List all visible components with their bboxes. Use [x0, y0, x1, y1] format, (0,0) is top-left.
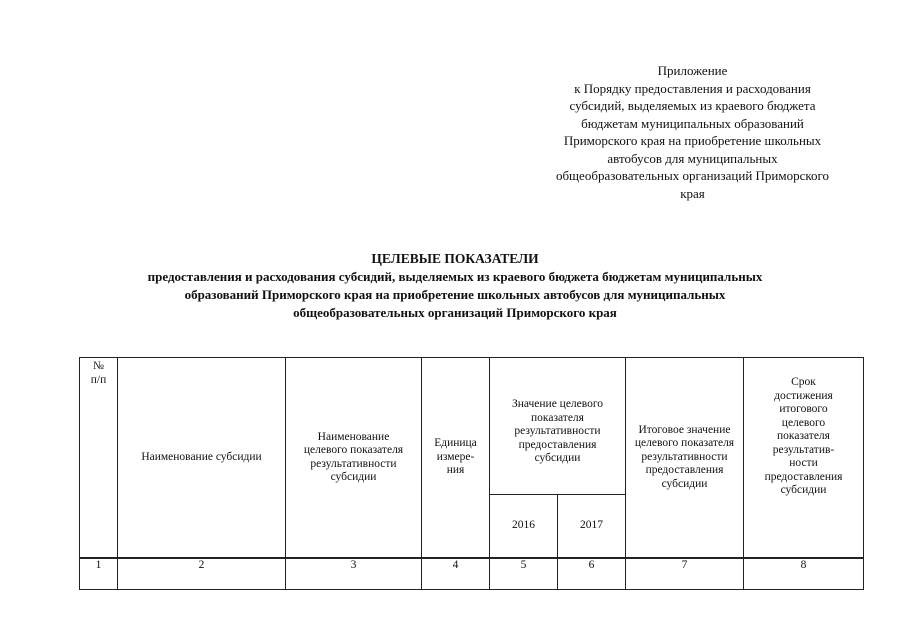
column-number-cell: 2	[118, 558, 286, 590]
appendix-line: Приложение	[657, 63, 728, 78]
appendix-line: автобусов для муниципальных	[607, 150, 778, 166]
header-cell-indicator-name: Наименование целевого показателя результативности субсидии	[286, 358, 422, 559]
column-number-cell: 5	[490, 558, 558, 590]
title-main: ЦЕЛЕВЫЕ ПОКАЗАТЕЛИ	[371, 251, 539, 266]
column-number-cell: 4	[422, 558, 490, 590]
column-numbers-row	[80, 558, 864, 590]
header-cell-subsidy-name: Наименование субсидии	[118, 358, 286, 559]
title-subline: образований Приморского края на приобретение школьных автобусов для муниципальных	[184, 287, 726, 302]
column-number-cell: 3	[286, 558, 422, 590]
indicators-table-wrapper	[79, 357, 863, 590]
column-number-cell: 6	[558, 558, 626, 590]
header-cell-term: Срок достижения итогового целевого показателя результатив- ности предоставления субсидии	[744, 358, 864, 559]
header-cell-year-2017: 2017	[558, 495, 626, 559]
column-number-cell: 8	[744, 558, 864, 590]
column-number-cell: 7	[626, 558, 744, 590]
header-cell-num: № п/п	[80, 358, 118, 559]
header-cell-unit: Единица измере- ния	[422, 358, 490, 559]
appendix-line: Приморского края на приобретение школьных	[563, 133, 822, 148]
appendix-line: субсидий, выделяемых из краевого бюджета	[569, 98, 816, 113]
table-header-row	[80, 358, 864, 495]
appendix-block	[520, 62, 865, 202]
appendix-line: общеобразовательных организаций Приморского	[555, 168, 830, 183]
title-subline: предоставления и расходования субсидий, выделяемых из краевого бюджета бюджетам муниципальных	[147, 269, 763, 284]
column-number-cell: 1	[80, 558, 118, 590]
appendix-line: бюджетам муниципальных образований	[581, 115, 804, 131]
header-cell-value-group: Значение целевого показателя результативности предоставления субсидии	[490, 358, 626, 495]
header-cell-final-value: Итоговое значение целевого показателя результативности предоставления субсидии	[626, 358, 744, 559]
title-subline: общеобразовательных организаций Приморского края	[293, 305, 617, 320]
document-title	[60, 250, 850, 322]
indicators-table	[79, 357, 864, 590]
appendix-line: к Порядку предоставления и расходования	[574, 80, 811, 96]
header-cell-year-2016: 2016	[490, 495, 558, 559]
appendix-line: края	[680, 185, 705, 201]
